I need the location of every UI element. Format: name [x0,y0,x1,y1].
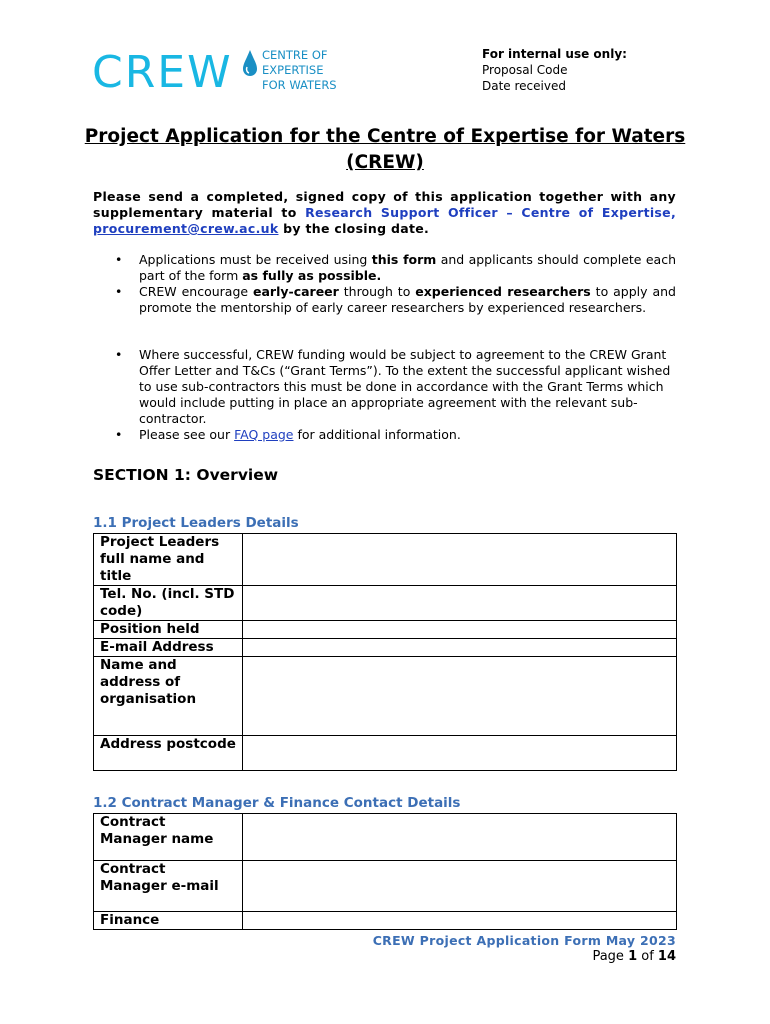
subsection-heading-contract-manager: 1.2 Contract Manager & Finance Contact Details [93,795,461,811]
list-item: • Please see our FAQ page for additional information. [115,427,461,442]
project-leaders-table [93,533,677,771]
field-label: Address postcode [94,736,243,771]
page-title: Project Application for the Centre of Expertise for Waters (CREW) [84,126,686,173]
field-input[interactable] [243,534,677,586]
logo-wordmark: CREW [92,47,233,98]
list-item: • CREW encourage early-career through to experienced researchers to apply and promote the mentorship of early career researchers by experienced researchers. [115,284,676,315]
subsection-heading-project-leaders: 1.1 Project Leaders Details [93,515,299,531]
water-drop-icon [242,48,258,82]
intro-text: Please send a completed, signed copy of this application together with any supplementary material to [93,189,676,220]
logo-line: CENTRE OF [262,48,328,62]
field-input[interactable] [243,736,677,771]
proposal-code-label: Proposal Code [482,63,568,77]
intro-text: by the closing date. [278,221,430,236]
field-input[interactable] [243,586,677,621]
footer-form-name: CREW Project Application Form May 2023 [372,933,676,948]
intro-paragraph [93,189,676,237]
field-label: Project Leaders full name and title [94,534,243,586]
date-received-label: Date received [482,79,566,93]
field-label: Tel. No. (incl. STD code) [94,586,243,621]
field-input[interactable] [243,639,677,657]
list-item: • Where successful, CREW funding would be subject to agreement to the CREW Grant Offer Letter and T&Cs (“Grant Terms”). To the extent the successful applicant wished to use sub-contractors this must be done in accordance with the Grant Terms which would include putting in place an appropriate agreement with the relevant sub-contractor. [115,347,671,426]
crew-logo [92,48,352,98]
field-label: Position held [94,621,243,639]
logo-line: EXPERTISE [262,63,324,77]
logo-line: FOR WATERS [262,78,337,92]
section-heading: SECTION 1: Overview [93,466,279,484]
field-input[interactable] [243,657,677,736]
instructions-list [93,252,676,316]
field-label: Name and address of organisation [94,657,243,736]
field-input[interactable] [243,861,677,912]
email-link[interactable]: procurement@crew.ac.uk [93,221,279,236]
list-item: • Applications must be received using this form and applicants should complete each part of the form as fully as possible. [115,252,677,283]
field-label: Contract Manager e-mail [94,861,243,912]
faq-link[interactable]: FAQ page [234,427,294,442]
field-input[interactable] [243,814,677,861]
field-input[interactable] [243,912,677,930]
terms-list [93,347,676,443]
contract-manager-table [93,813,677,930]
internal-heading: For internal use only: [482,47,627,61]
contact-name: Research Support Officer – Centre of Expertise, [305,205,676,220]
field-label: Finance [94,912,243,930]
field-label: E-mail Address [94,639,243,657]
field-label: Contract Manager name [94,814,243,861]
internal-use-box [482,46,627,94]
page-number: Page 1 of 14 [592,949,676,964]
logo-subtitle [262,48,337,93]
field-input[interactable] [243,621,677,639]
